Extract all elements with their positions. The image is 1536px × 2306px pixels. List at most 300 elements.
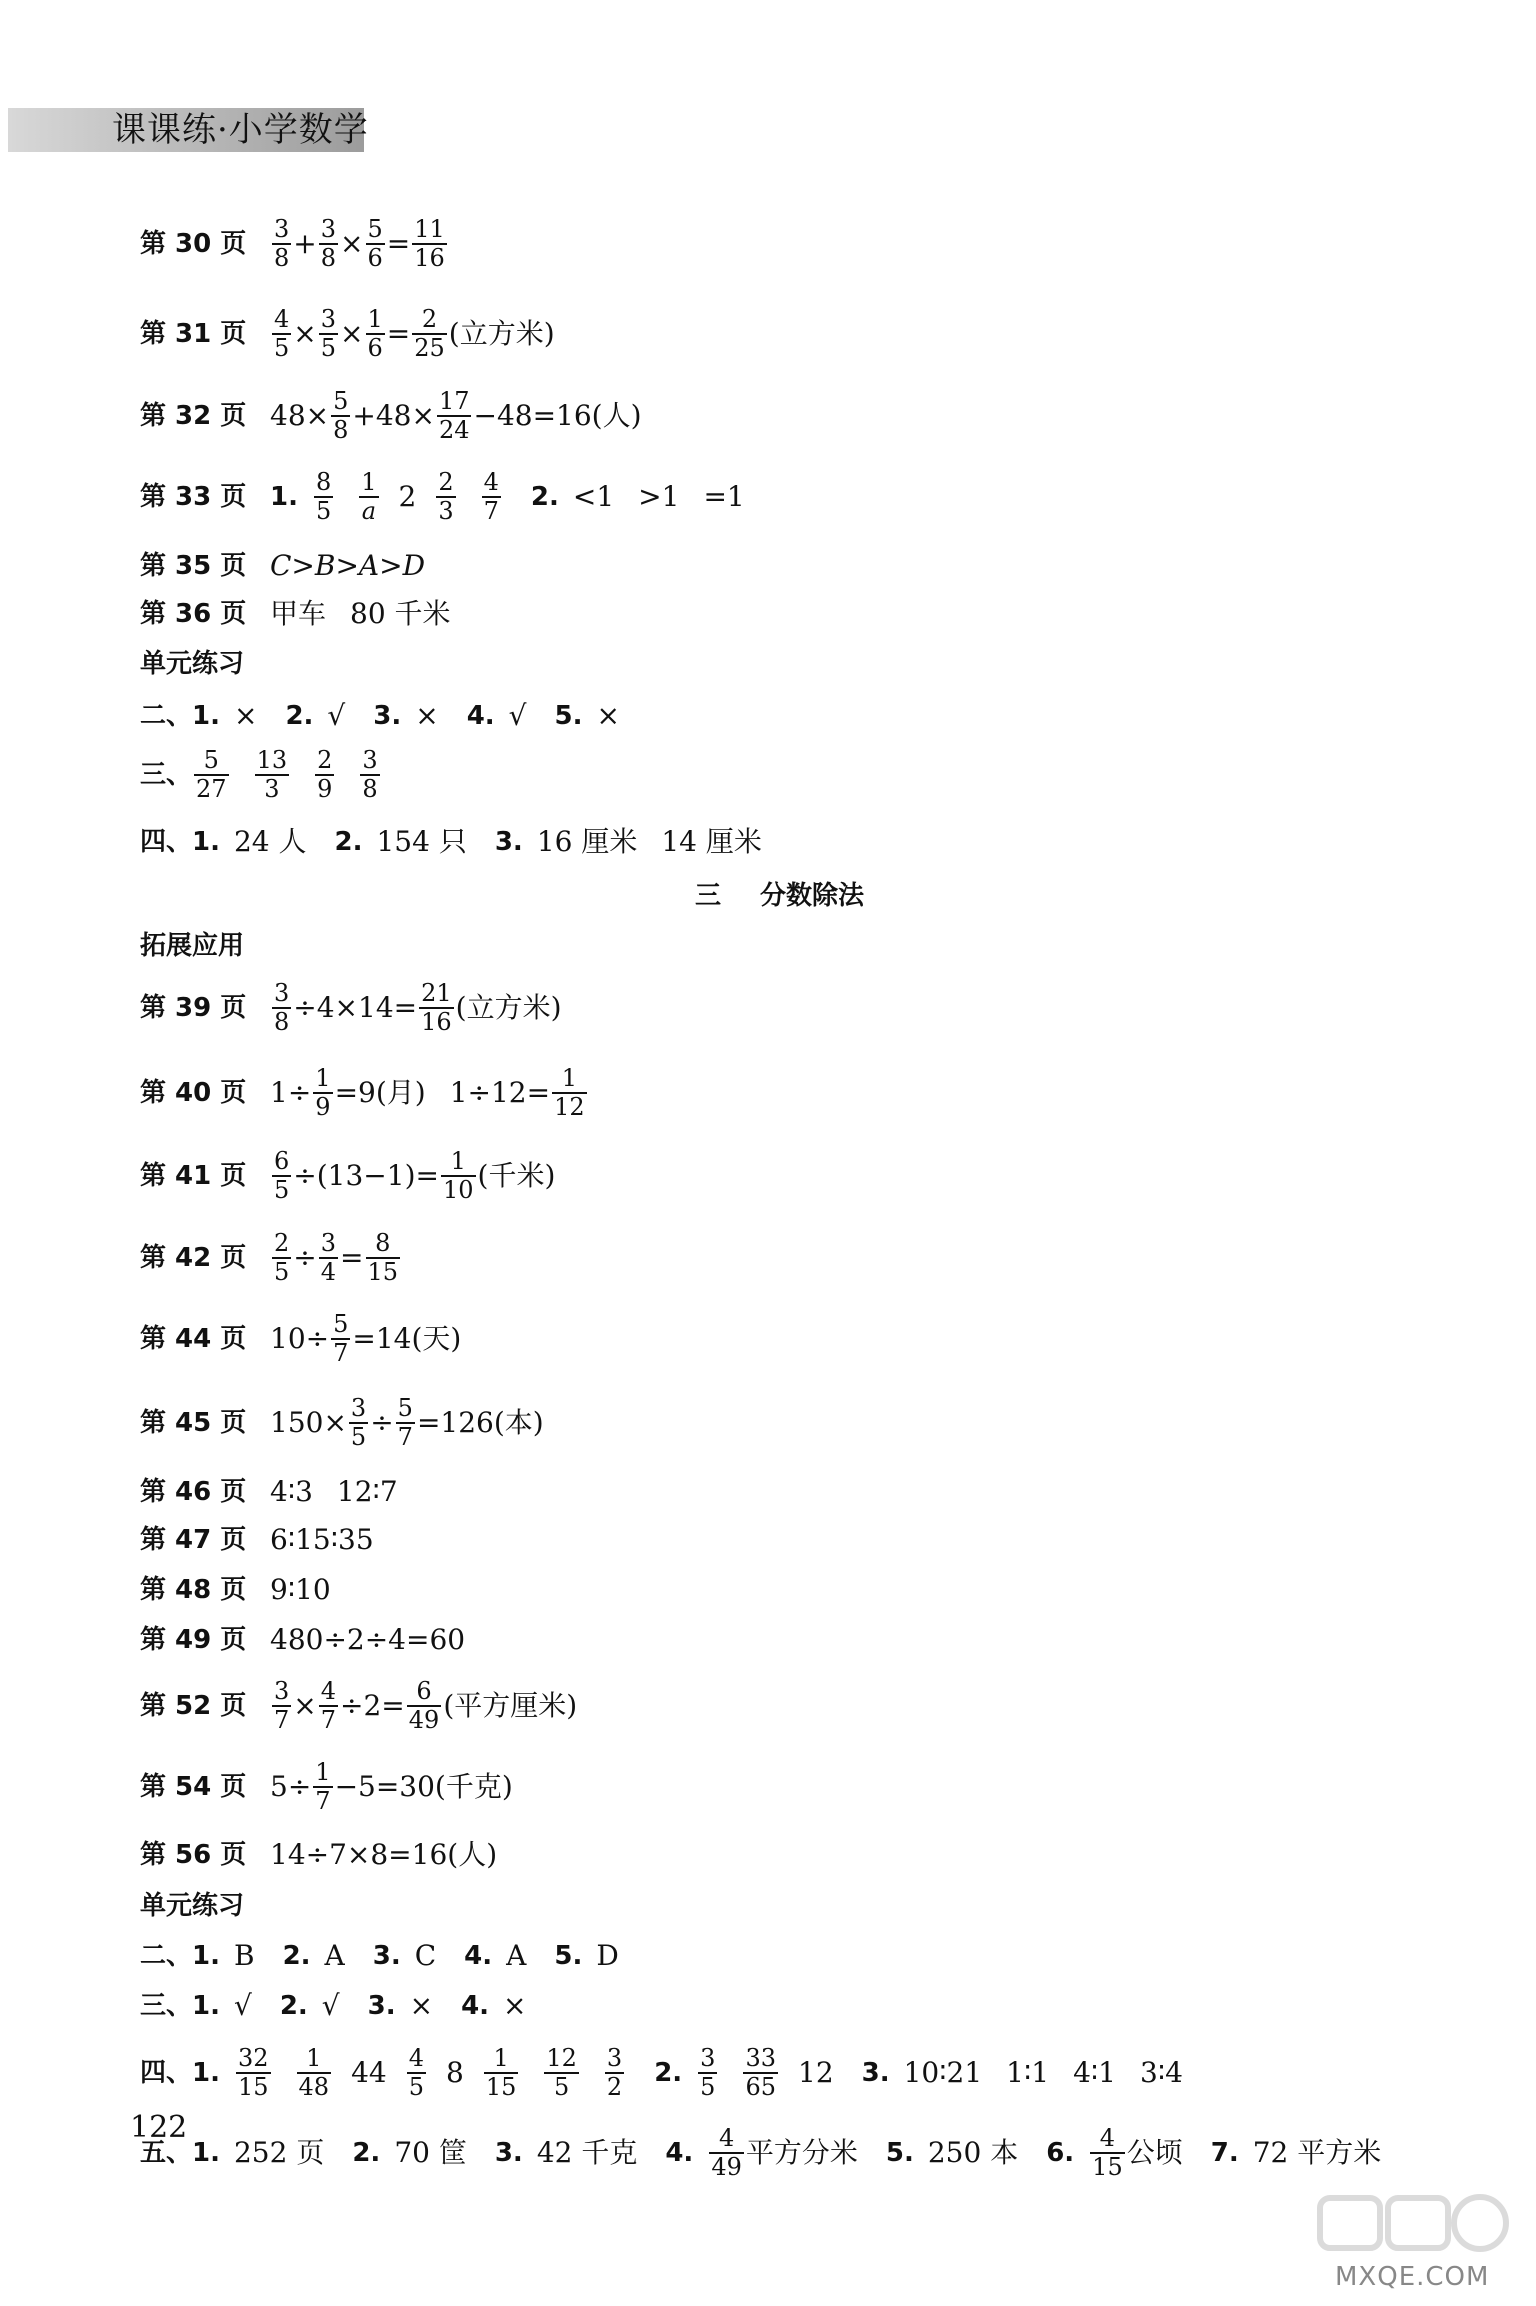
fraction [698, 2045, 717, 2101]
answer-text: √ [508, 699, 527, 732]
answer-row [140, 1299, 461, 1379]
item-number: 2. [654, 2058, 683, 2088]
answer-text: (平方厘米) [443, 1689, 578, 1722]
fraction [360, 747, 379, 803]
numerator: 1 [561, 1064, 577, 1092]
answer-text: × [340, 317, 364, 350]
row-content [270, 597, 451, 631]
denominator: 15 [485, 2073, 517, 2101]
fraction [272, 216, 291, 272]
row-content [270, 388, 642, 444]
fraction [313, 1065, 332, 1121]
answer-text: 250 本 [927, 2136, 1019, 2169]
row-label: 第 52 页 [140, 1691, 247, 1721]
item-number: 1. [270, 482, 298, 512]
answer-text: 公顷 [1126, 2136, 1183, 2169]
answer-text: + [293, 227, 317, 260]
fraction [272, 1148, 291, 1204]
answer-text: D [596, 1939, 619, 1972]
answer-text: (千米) [477, 1159, 556, 1192]
answer-text: 252 页 [233, 2136, 325, 2169]
item-number: 2. [530, 482, 559, 512]
answer-row [140, 1136, 555, 1216]
fraction [194, 747, 229, 803]
numerator: 8 [375, 1229, 391, 1257]
denominator: 8 [274, 1008, 290, 1036]
answer-text: <1 [572, 480, 615, 513]
row-content [270, 1623, 465, 1657]
section-heading: 单元练习 [140, 1891, 245, 1921]
numerator: 4 [718, 2124, 735, 2152]
fraction [436, 469, 455, 525]
row-content [192, 825, 762, 859]
item-number: 7. [1210, 2138, 1239, 2168]
numerator: 1 [306, 2044, 322, 2072]
row-content [270, 1148, 555, 1204]
answer-text: = [386, 227, 411, 260]
answer-text: B [233, 1939, 255, 1972]
row-content [270, 1838, 497, 1872]
row-content [270, 980, 562, 1036]
fraction [366, 216, 385, 272]
denominator: 5 [350, 1423, 367, 1451]
fraction [709, 2125, 744, 2181]
row-content [270, 1311, 461, 1367]
answer-text: 14÷7×8=16(人) [270, 1838, 498, 1871]
numerator: 3 [320, 1229, 337, 1257]
numerator: 6 [416, 1677, 432, 1705]
fraction [441, 1148, 476, 1204]
row-label: 第 48 页 [140, 1575, 247, 1605]
answer-row [140, 376, 642, 456]
answer-text: × [503, 1989, 527, 2022]
answer-text: ÷ [293, 1241, 317, 1274]
row-label: 第 32 页 [140, 401, 247, 431]
numerator: 4 [483, 468, 499, 496]
item-number: 3. [494, 827, 523, 857]
denominator: 8 [274, 244, 290, 272]
answer-row [140, 802, 762, 882]
denominator: 5 [700, 2073, 716, 2101]
row-content [192, 2045, 1183, 2101]
answer-text: 3∶4 [1140, 2056, 1183, 2089]
item-number: 1. [192, 827, 220, 857]
answer-text: 5÷ [270, 1770, 312, 1803]
fraction [319, 216, 338, 272]
numerator: 4 [274, 305, 290, 333]
denominator: 5 [315, 497, 332, 525]
denominator: 2 [606, 2073, 623, 2101]
fraction [544, 2045, 579, 2101]
item-number: 5. [554, 701, 583, 731]
denominator: 10 [442, 1176, 474, 1204]
fraction [484, 2045, 519, 2101]
item-number: 4. [461, 1991, 490, 2021]
row-content [270, 306, 555, 362]
answer-text: =1 [703, 480, 745, 513]
row-content [270, 1759, 513, 1815]
row-label: 第 47 页 [140, 1525, 247, 1555]
denominator: 48 [298, 2073, 330, 2101]
item-number: 2. [282, 1941, 311, 1971]
row-label: 第 49 页 [140, 1625, 247, 1655]
answer-text: √ [327, 699, 346, 732]
fraction [412, 306, 447, 362]
section-heading: 拓展应用 [140, 931, 245, 961]
item-number: 2. [334, 827, 363, 857]
item-number: 5. [885, 2138, 914, 2168]
numerator: 1 [367, 305, 383, 333]
row-content [270, 1395, 544, 1451]
answer-text: =9(月) [334, 1076, 426, 1109]
fraction [255, 747, 290, 803]
answer-text: 10∶21 [903, 2056, 983, 2089]
answer-text: C [414, 1939, 437, 1972]
denominator: 3 [264, 775, 280, 803]
fraction [319, 1230, 338, 1286]
row-label: 第 42 页 [140, 1243, 247, 1273]
answer-text: ÷(13−1)= [293, 1159, 439, 1192]
fraction [272, 306, 291, 362]
answer-text: 10÷ [270, 1322, 330, 1355]
denominator: 7 [320, 1706, 337, 1734]
numerator: 3 [700, 2044, 716, 2072]
item-number: 3. [861, 2058, 890, 2088]
fraction [272, 980, 291, 1036]
fraction [319, 306, 338, 362]
denominator: 9 [315, 1093, 331, 1121]
answer-text: (立方米) [455, 991, 562, 1024]
row-label: 三、 [140, 760, 193, 790]
fraction [743, 2045, 778, 2101]
denominator: 8 [362, 775, 378, 803]
answer-text: 70 筐 [394, 2136, 467, 2169]
denominator: 7 [333, 1339, 349, 1367]
fraction [605, 2045, 624, 2101]
numerator: 13 [256, 746, 288, 774]
row-label: 五、 [140, 2138, 193, 2168]
numerator: 3 [320, 215, 337, 243]
answer-text: ÷4×14= [293, 991, 418, 1024]
answer-text: 1÷ [270, 1076, 312, 1109]
row-label: 第 35 页 [140, 551, 247, 581]
row-label: 第 30 页 [140, 229, 247, 259]
denominator: 49 [711, 2153, 742, 2181]
fraction [407, 2045, 426, 2101]
fraction [319, 1678, 338, 1734]
numerator: 11 [414, 215, 445, 243]
numerator: 5 [397, 1394, 413, 1422]
fraction [272, 1230, 291, 1286]
row-content [192, 2125, 1381, 2181]
answer-text: 1÷12= [449, 1076, 551, 1109]
page-number: 122 [130, 2110, 188, 2145]
numerator: 1 [361, 468, 377, 496]
row-label: 四、 [140, 2058, 193, 2088]
denominator: 16 [414, 244, 445, 272]
fraction [297, 2045, 332, 2101]
answer-row [140, 574, 451, 654]
numerator: 2 [421, 305, 438, 333]
answer-text: A [324, 1939, 345, 1972]
numerator: 5 [333, 1310, 349, 1338]
row-label: 第 54 页 [140, 1772, 247, 1802]
answer-text: 48× [270, 399, 330, 432]
answer-row [140, 1218, 402, 1298]
answer-text: × [233, 699, 258, 732]
numerator: 3 [274, 215, 290, 243]
answer-row [140, 1815, 497, 1895]
answer-text: 14 厘米 [661, 825, 762, 858]
numerator: 5 [367, 215, 383, 243]
item-number: 5. [554, 1941, 583, 1971]
answer-text: =14(天) [352, 1322, 462, 1355]
fraction [313, 1759, 332, 1815]
fraction [1090, 2125, 1125, 2181]
denominator: 5 [274, 1176, 290, 1204]
numerator: 12 [546, 2044, 577, 2072]
numerator: 4 [320, 1677, 337, 1705]
denominator: a [361, 497, 377, 525]
fraction [359, 469, 378, 525]
answer-text: 1∶1 [1006, 2056, 1050, 2089]
fraction [396, 1395, 415, 1451]
answer-text: −48=16(人) [473, 399, 642, 432]
numerator: 4 [408, 2044, 424, 2072]
denominator: 16 [421, 1008, 452, 1036]
answer-row [140, 2033, 1183, 2113]
chapter-heading: 三 分数除法 [695, 881, 865, 911]
numerator: 5 [333, 387, 349, 415]
row-label: 第 46 页 [140, 1477, 247, 1507]
answer-row [140, 2113, 1381, 2193]
item-number: 6. [1046, 2138, 1075, 2168]
denominator: 24 [438, 416, 470, 444]
row-content [270, 1678, 577, 1734]
denominator: 5 [554, 2073, 570, 2101]
numerator: 1 [315, 1064, 331, 1092]
answer-text: 6∶15∶35 [270, 1523, 374, 1556]
answer-text: 12∶7 [336, 1475, 398, 1508]
row-content [270, 1065, 589, 1121]
row-label: 第 31 页 [140, 319, 247, 349]
numerator: 2 [317, 746, 333, 774]
answer-text: × [409, 1989, 434, 2022]
answer-text: 2 [398, 480, 417, 513]
answer-text: √ [321, 1989, 340, 2022]
fraction [272, 1678, 291, 1734]
fraction [482, 469, 501, 525]
row-content [192, 747, 382, 803]
row-content [270, 216, 449, 272]
denominator: 25 [414, 334, 445, 362]
denominator: 9 [317, 775, 333, 803]
answer-text: 9∶10 [270, 1573, 331, 1606]
answer-text: 8 [446, 2056, 464, 2089]
row-content [192, 1989, 527, 2023]
answer-text: 16 厘米 [536, 825, 638, 858]
item-number: 2. [285, 701, 314, 731]
numerator: 5 [203, 746, 219, 774]
answer-text: 154 只 [376, 825, 467, 858]
answer-text: 72 平方米 [1252, 2136, 1382, 2169]
answer-text: 4∶1 [1073, 2056, 1116, 2089]
fraction [236, 2045, 271, 2101]
numerator: 3 [606, 2044, 623, 2072]
row-label: 第 33 页 [140, 482, 247, 512]
denominator: 5 [274, 334, 290, 362]
answer-text: √ [233, 1989, 252, 2022]
fraction [437, 388, 472, 444]
fraction [366, 306, 385, 362]
item-number: 3. [367, 1991, 396, 2021]
item-number: 4. [464, 1941, 493, 1971]
answer-text: = [386, 317, 411, 350]
section-heading: 单元练习 [140, 649, 245, 679]
answer-text: ÷ [370, 1406, 394, 1439]
answer-row [140, 294, 555, 374]
fraction [331, 388, 350, 444]
row-content [270, 469, 745, 525]
fraction [407, 1678, 442, 1734]
answer-text: 44 [351, 2056, 387, 2089]
answer-text: 480÷2÷4=60 [270, 1623, 466, 1656]
item-number: 2. [352, 2138, 381, 2168]
row-label: 四、 [140, 827, 193, 857]
denominator: 3 [438, 497, 454, 525]
fraction [552, 1065, 587, 1121]
answer-row [140, 1666, 577, 1746]
fraction [331, 1311, 350, 1367]
row-label: 第 41 页 [140, 1161, 247, 1191]
denominator: 5 [274, 1258, 290, 1286]
row-label: 第 36 页 [140, 599, 247, 629]
numerator: 8 [315, 468, 332, 496]
numerator: 3 [350, 1394, 367, 1422]
item-number: 2. [279, 1991, 308, 2021]
answer-row [140, 968, 562, 1048]
denominator: 7 [397, 1423, 413, 1451]
denominator: 49 [408, 1706, 440, 1734]
answer-text: ÷2= [340, 1689, 405, 1722]
numerator: 33 [745, 2044, 776, 2072]
item-number: 3. [372, 1941, 401, 1971]
answer-text: 12 [798, 2056, 834, 2089]
row-label: 第 45 页 [140, 1408, 247, 1438]
denominator: 12 [554, 1093, 585, 1121]
denominator: 5 [408, 2073, 424, 2101]
numerator: 1 [493, 2044, 509, 2072]
item-number: 3. [494, 2138, 523, 2168]
item-number: 1. [192, 2058, 220, 2088]
answer-text: = [340, 1241, 364, 1274]
answer-text: × [293, 317, 317, 350]
answer-text: 24 人 [233, 825, 307, 858]
item-number: 1. [192, 2138, 220, 2168]
denominator: 5 [320, 334, 337, 362]
numerator: 2 [438, 468, 454, 496]
row-label: 三、 [140, 1991, 193, 2021]
answer-text: +48× [352, 399, 435, 432]
numerator: 4 [1099, 2124, 1116, 2152]
numerator: 3 [274, 1677, 290, 1705]
denominator: 27 [196, 775, 227, 803]
denominator: 6 [367, 244, 383, 272]
numerator: 1 [450, 1147, 466, 1175]
watermark-text: MXQE.COM [1335, 2262, 1490, 2292]
denominator: 65 [745, 2073, 776, 2101]
denominator: 6 [367, 334, 383, 362]
row-label: 二、 [140, 701, 193, 731]
fraction [366, 1230, 401, 1286]
answer-text: C>B>A>D [270, 549, 426, 582]
item-number: 1. [192, 1991, 220, 2021]
fraction [315, 747, 334, 803]
fraction [314, 469, 333, 525]
answer-text: × [293, 1689, 317, 1722]
fraction [412, 216, 447, 272]
row-content [192, 699, 620, 733]
denominator: 15 [367, 1258, 399, 1286]
answer-text: × [596, 699, 620, 732]
answer-row [140, 457, 745, 537]
answer-text: 80 千米 [350, 597, 451, 630]
answer-text: 4∶3 [270, 1475, 313, 1508]
denominator: 15 [1092, 2153, 1123, 2181]
numerator: 32 [237, 2044, 269, 2072]
numerator: 2 [274, 1229, 290, 1257]
answer-text: 甲车 [270, 597, 327, 630]
answer-row [140, 1383, 544, 1463]
denominator: 15 [237, 2073, 269, 2101]
numerator: 17 [438, 387, 470, 415]
numerator: 1 [315, 1758, 331, 1786]
answer-text: 150× [270, 1406, 347, 1439]
row-content [270, 1230, 402, 1286]
answer-text: 平方分米 [745, 2136, 858, 2169]
header-title: 课课练·小学数学 [112, 110, 369, 150]
numerator: 3 [362, 746, 378, 774]
item-number: 3. [373, 701, 402, 731]
item-number: 4. [466, 701, 495, 731]
fraction [349, 1395, 368, 1451]
answer-text: (立方米) [448, 317, 555, 350]
answer-row [140, 204, 449, 284]
row-label: 第 44 页 [140, 1324, 247, 1354]
item-number: 1. [192, 1941, 220, 1971]
denominator: 8 [320, 244, 337, 272]
answer-text: =126(本) [416, 1406, 544, 1439]
item-number: 1. [192, 701, 220, 731]
answer-text: × [415, 699, 439, 732]
denominator: 7 [315, 1787, 331, 1815]
answer-text: −5=30(千克) [334, 1770, 513, 1803]
numerator: 6 [274, 1147, 290, 1175]
row-label: 第 39 页 [140, 993, 247, 1023]
row-label: 第 40 页 [140, 1078, 247, 1108]
answer-text: >1 [638, 480, 680, 513]
row-label: 第 56 页 [140, 1840, 247, 1870]
answer-text: A [506, 1939, 527, 1972]
denominator: 8 [333, 416, 349, 444]
row-label: 二、 [140, 1941, 193, 1971]
numerator: 21 [421, 979, 452, 1007]
answer-row [140, 1053, 589, 1133]
denominator: 7 [274, 1706, 290, 1734]
fraction [419, 980, 454, 1036]
denominator: 7 [483, 497, 499, 525]
numerator: 3 [320, 305, 337, 333]
